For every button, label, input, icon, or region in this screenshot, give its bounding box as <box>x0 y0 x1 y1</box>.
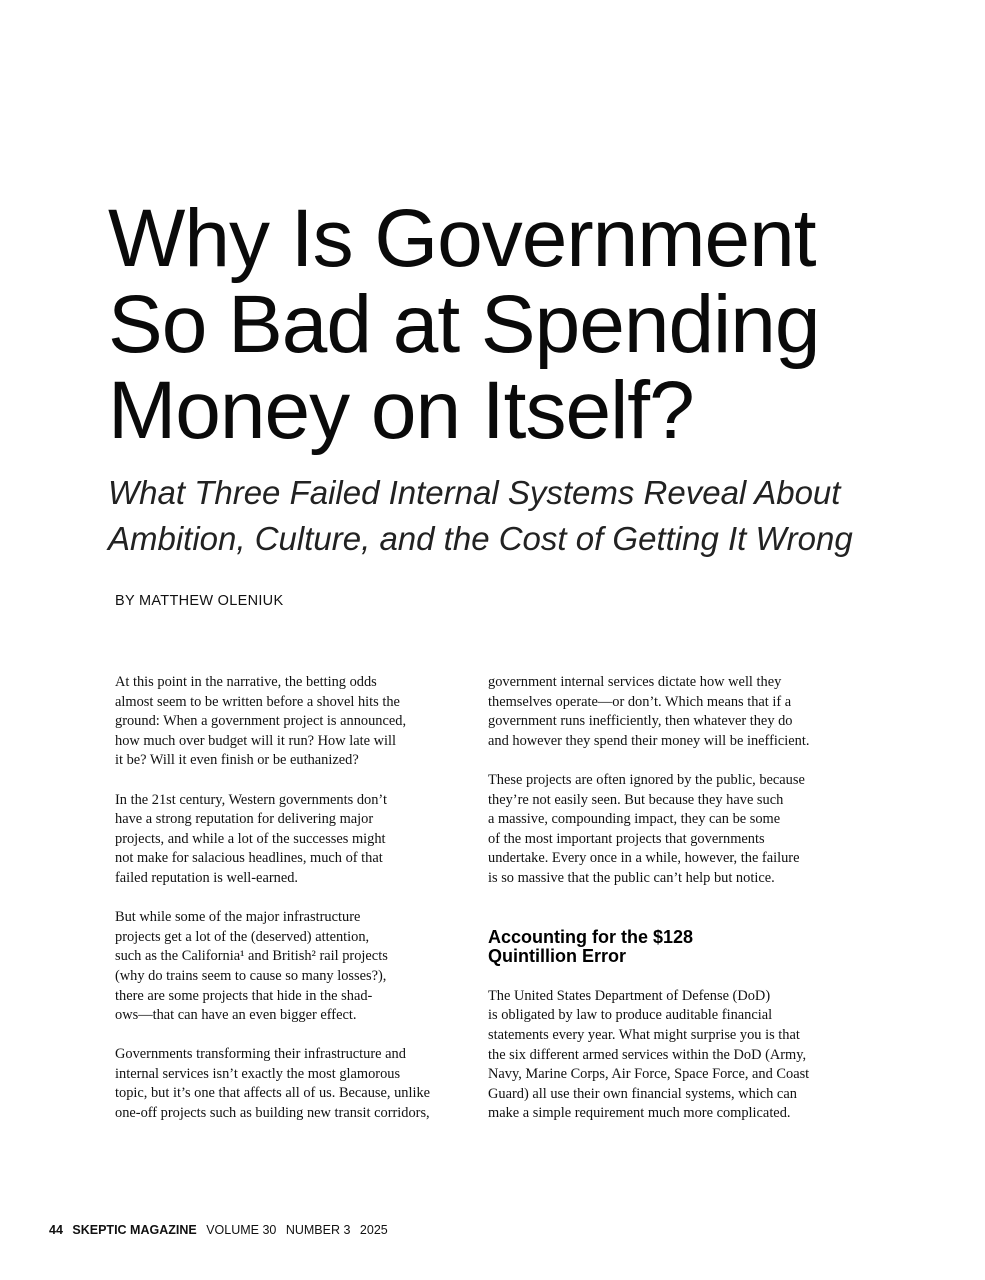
text-line: government runs inefficiently, then whatever they do <box>488 713 793 730</box>
year: 2025 <box>359 1223 388 1237</box>
subtitle-line: What Three Failed Internal Systems Reveal About <box>108 474 841 511</box>
byline: BY MATTHEW OLENIUK <box>115 593 284 609</box>
paragraph <box>115 1045 475 1123</box>
text-line: is obligated by law to produce auditable financial <box>488 1007 773 1024</box>
text-line: ground: When a government project is announced, <box>115 713 407 730</box>
text-line: statements every year. What might surprise you is that <box>488 1026 800 1043</box>
text-line: make a simple requirement much more complicated. <box>488 1105 791 1122</box>
volume: VOLUME 30 <box>206 1223 277 1237</box>
text-line: a massive, compounding impact, they can be some <box>488 811 781 828</box>
text-line: The United States Department of Defense (DoD) <box>488 987 771 1004</box>
text-line: These projects are often ignored by the public, because <box>488 771 805 788</box>
paragraph <box>115 908 475 1026</box>
title-line: Money on Itself? <box>108 365 694 456</box>
text-line: But while some of the major infrastructure <box>115 909 361 926</box>
paragraph <box>488 987 848 1124</box>
article-title <box>108 193 968 456</box>
text-line: have a strong reputation for delivering major <box>115 811 374 828</box>
text-line: internal services isn’t exactly the most glamorous <box>115 1065 401 1082</box>
text-line: Governments transforming their infrastructure and <box>115 1046 406 1063</box>
text-line: projects, and while a lot of the successes might <box>115 830 386 847</box>
text-line: is so massive that the public can’t help but notice. <box>488 869 775 886</box>
text-line: themselves operate—or don’t. Which means that if a <box>488 693 792 710</box>
paragraph <box>115 791 475 889</box>
text-line: one-off projects such as building new transit corridors, <box>115 1105 430 1122</box>
text-line: failed reputation is well-earned. <box>115 869 299 886</box>
text-line: projects get a lot of the (deserved) attention, <box>115 928 370 945</box>
text-line: and however they spend their money will be inefficient. <box>488 732 810 749</box>
right-column <box>488 673 848 1143</box>
text-line: undertake. Every once in a while, however, the failure <box>488 850 800 867</box>
issue-number: NUMBER 3 <box>285 1223 351 1237</box>
text-line: Accounting for the $128 <box>488 926 694 947</box>
text-line: Navy, Marine Corps, Air Force, Space Force, and Coast <box>488 1066 810 1083</box>
text-line: they’re not easily seen. But because they have such <box>488 791 784 808</box>
text-line: At this point in the narrative, the betting odds <box>115 674 377 690</box>
text-line: such as the California¹ and British² rail projects <box>115 948 388 965</box>
text-line: Quintillion Error <box>488 946 626 967</box>
paragraph <box>488 673 848 751</box>
text-line: almost seem to be written before a shovel hits the <box>115 693 400 710</box>
left-column <box>115 673 475 1143</box>
page-footer <box>49 1223 394 1237</box>
text-line: In the 21st century, Western governments don’t <box>115 791 387 808</box>
text-line: the six different armed services within the DoD (Army, <box>488 1046 807 1063</box>
article-subtitle <box>108 470 968 562</box>
text-line: it be? Will it even finish or be euthanized? <box>115 752 359 769</box>
paragraph <box>115 673 475 771</box>
subtitle-line: Ambition, Culture, and the Cost of Getting It Wrong <box>108 520 853 557</box>
text-line: government internal services dictate how well they <box>488 674 782 690</box>
magazine-name: SKEPTIC MAGAZINE <box>72 1223 197 1237</box>
text-line: of the most important projects that governments <box>488 830 765 847</box>
text-line: Guard) all use their own financial systems, which can <box>488 1085 797 1102</box>
paragraph <box>488 771 848 889</box>
title-line: So Bad at Spending <box>108 279 820 370</box>
page-number: 44 <box>49 1223 63 1237</box>
text-line: topic, but it’s one that affects all of us. Because, unlike <box>115 1085 431 1102</box>
text-line: ows—that can have an even bigger effect. <box>115 1007 357 1024</box>
text-line: (why do trains seem to cause so many losses?), <box>115 967 387 984</box>
section-heading <box>488 928 848 967</box>
title-line: Why Is Government <box>108 193 816 284</box>
text-line: there are some projects that hide in the shad- <box>115 987 373 1004</box>
text-line: not make for salacious headlines, much of that <box>115 850 383 867</box>
text-line: how much over budget will it run? How late will <box>115 732 396 749</box>
